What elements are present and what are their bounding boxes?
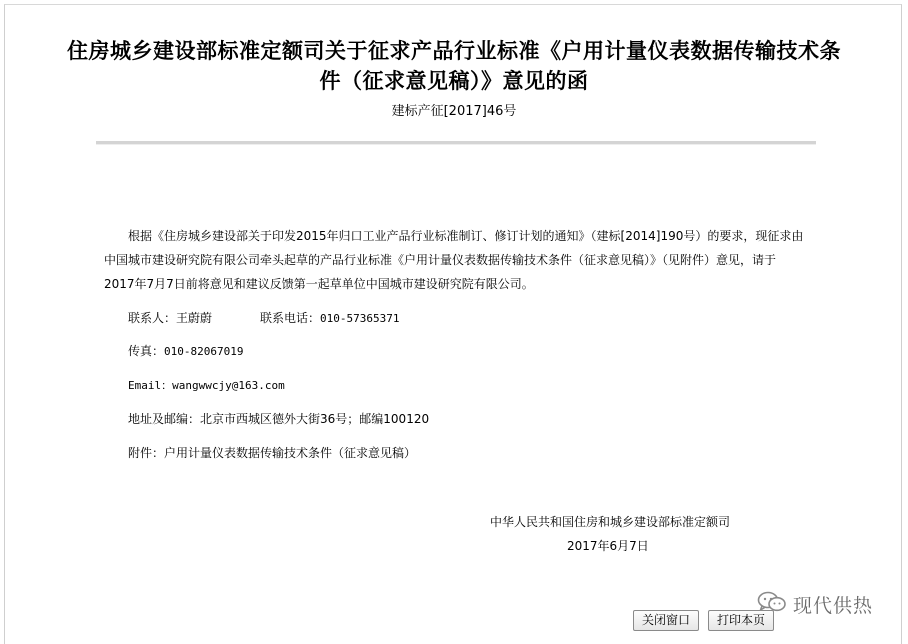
body-paragraph [104,224,804,296]
doc-number: 建标产征[2017]46号 [391,104,517,119]
contact-name: 王蔚蔚 [176,311,213,325]
attachment-row [128,444,416,462]
body-line: 2017年7月7日前将意见和建议反馈第一起草单位中国城市建设研究院有限公司。 [104,277,534,291]
body-line: 中国城市建设研究院有限公司牵头起草的产品行业标准《户用计量仪表数据传输技术条件（征求意见稿）》（见附件）意见，请于 [104,253,777,267]
attachment-value: 户用计量仪表数据传输技术条件（征求意见稿） [164,446,417,460]
address-value: 北京市西城区德外大街36号；邮编100120 [200,412,430,426]
close-window-button[interactable]: 关闭窗口 [633,610,699,631]
fax-label: 传真： [128,344,165,358]
title-divider [96,141,816,145]
signature-org: 中华人民共和国住房和城乡建设部标准定额司 [490,515,731,529]
body-line: 根据《住房城乡建设部关于印发2015年归口工业产品行业标准制订、修订计划的通知》（建标[2014]190号）的要求，现征求由 [128,229,804,243]
phone-value: 010-57365371 [320,312,400,325]
watermark-text: 现代供热 [793,594,874,617]
email-label: Email： [128,379,173,392]
address-label: 地址及邮编： [128,412,201,426]
phone-label: 联系电话： [260,311,321,325]
address-row [128,410,429,428]
contact-label: 联系人： [128,311,177,325]
doc-title-line-1: 住房城乡建设部标准定额司关于征求产品行业标准《户用计量仪表数据传输技术条 [67,39,841,63]
doc-title-line-2: 件（征求意见稿）》意见的函 [319,69,589,93]
attachment-label: 附件： [128,446,165,460]
print-page-button[interactable]: 打印本页 [708,610,774,631]
contact-row [128,309,400,328]
email-row [128,376,285,395]
email-value: wangwwcjy@163.com [172,379,285,392]
fax-row [128,342,244,361]
fax-value: 010-82067019 [164,345,244,358]
signature-date: 2017年6月7日 [567,539,649,553]
watermark [757,590,873,618]
